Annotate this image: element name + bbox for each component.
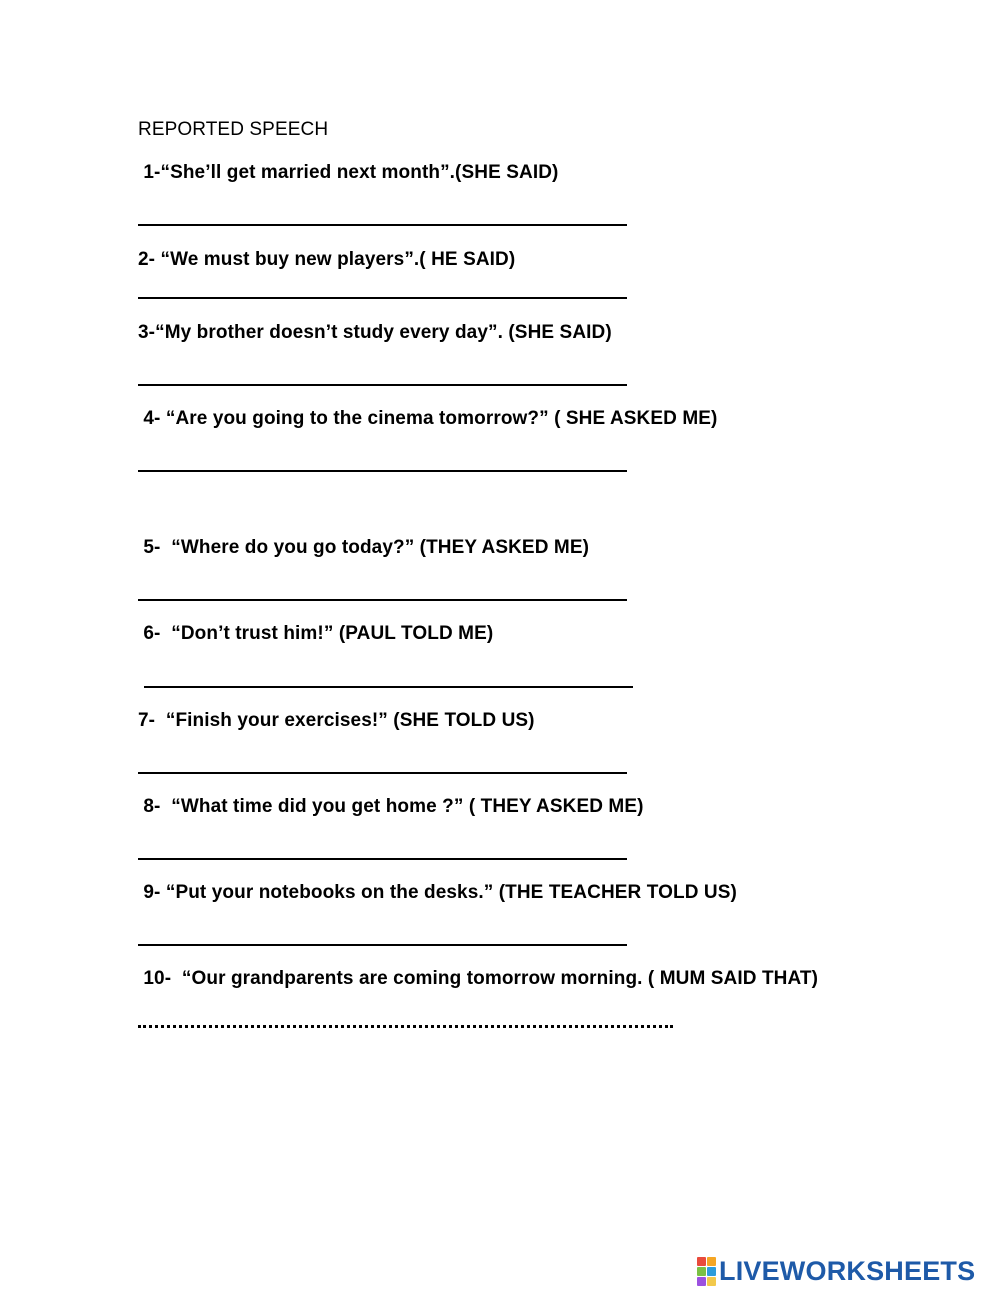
question-5: 5- “Where do you go today?” (THEY ASKED ME) [138, 537, 590, 558]
logo-icon-square [707, 1257, 716, 1266]
answer-line-6[interactable] [144, 686, 633, 688]
logo-text: LIVEWORKSHEETS [719, 1256, 976, 1286]
answer-line-9[interactable] [138, 944, 627, 946]
question-7: 7- “Finish your exercises!” (SHE TOLD US) [138, 710, 535, 731]
question-4: 4- “Are you going to the cinema tomorrow?” ( SHE ASKED ME) [138, 408, 718, 429]
question-1: 1-“She’ll get married next month”.(SHE SAID) [138, 162, 559, 183]
answer-line-3[interactable] [138, 384, 627, 386]
answer-line-8[interactable] [138, 858, 627, 860]
logo-icon-square [697, 1277, 706, 1286]
answer-line-10[interactable] [138, 1025, 673, 1028]
question-9: 9- “Put your notebooks on the desks.” (THE TEACHER TOLD US) [138, 882, 737, 903]
logo-icon-square [697, 1267, 706, 1276]
answer-line-2[interactable] [138, 297, 627, 299]
question-10: 10- “Our grandparents are coming tomorrow morning. ( MUM SAID THAT) [138, 968, 819, 989]
question-3: 3-“My brother doesn’t study every day”. (SHE SAID) [138, 322, 612, 343]
liveworksheets-logo-icon [697, 1257, 716, 1286]
answer-line-1[interactable] [138, 224, 627, 226]
worksheet-title: REPORTED SPEECH [138, 119, 329, 140]
logo-icon-square [697, 1257, 706, 1266]
answer-line-4[interactable] [138, 470, 627, 472]
answer-line-5[interactable] [138, 599, 627, 601]
question-8: 8- “What time did you get home ?” ( THEY ASKED ME) [138, 796, 644, 817]
answer-line-7[interactable] [138, 772, 627, 774]
logo-icon-square [707, 1267, 716, 1276]
question-6: 6- “Don’t trust him!” (PAUL TOLD ME) [138, 623, 494, 644]
liveworksheets-logo [697, 1256, 975, 1286]
logo-icon-square [707, 1277, 716, 1286]
question-2: 2- “We must buy new players”.( HE SAID) [138, 249, 516, 270]
